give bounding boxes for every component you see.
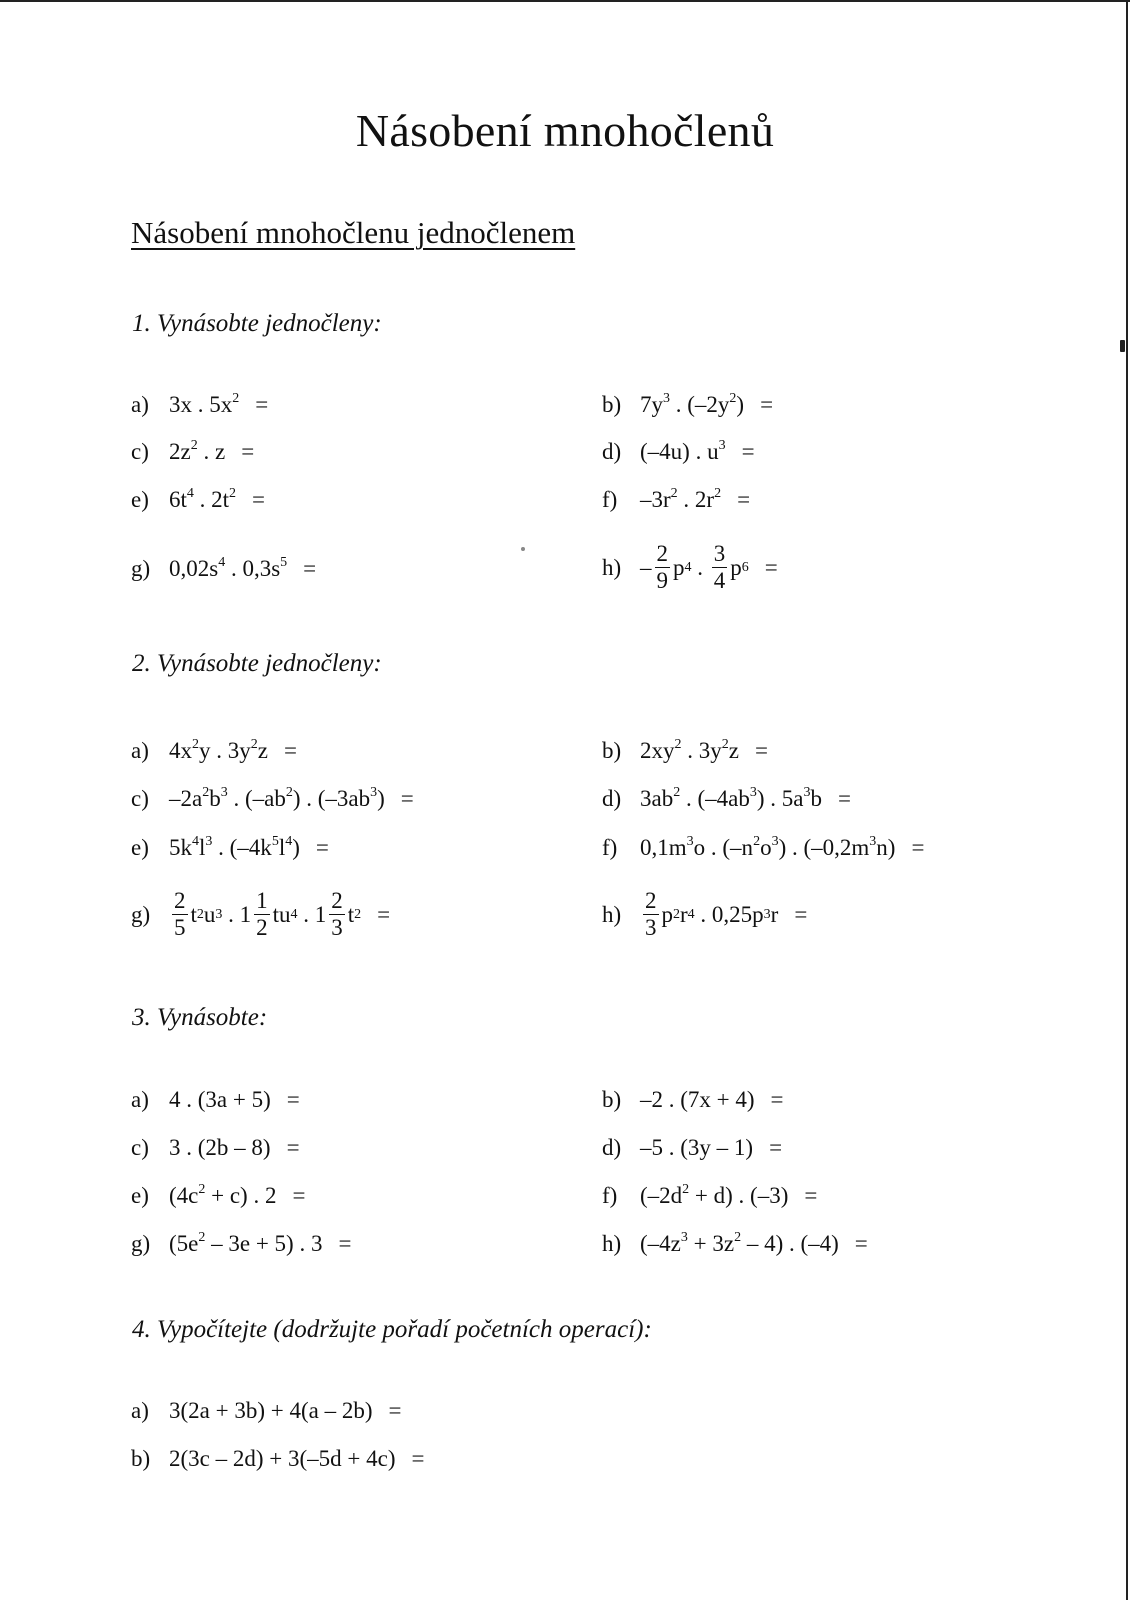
exercise-label: b) (602, 1087, 622, 1112)
exercise-1g (131, 556, 316, 582)
equals-sign: = (400, 786, 414, 811)
exercise-label: g) (131, 556, 151, 581)
equals-sign: = (760, 392, 774, 417)
exercise-3f (602, 1183, 817, 1209)
exercise-2b (602, 738, 768, 764)
fraction: $\frac{3}{4}$ (713, 541, 726, 593)
exercise-1e (131, 487, 265, 513)
equals-sign: = (804, 1183, 818, 1208)
exercise-expression: $7y^3$ . $(-2y^2)$ (640, 391, 745, 417)
exercise-1d (602, 439, 755, 465)
page-border-right (1126, 0, 1128, 1600)
equals-sign: = (252, 487, 266, 512)
exercise-expression: $2xy^2$ . $3y^2z$ (640, 737, 739, 763)
equals-sign: = (854, 1231, 868, 1256)
exercise-expression: $-3r^2$ . $2r^2$ (640, 486, 722, 512)
exercise-label: c) (131, 1135, 149, 1160)
exercise-expression: $(5e^2 - 3e + 5)$ . 3 (169, 1230, 323, 1256)
equals-sign: = (292, 1183, 306, 1208)
equals-sign: = (315, 835, 329, 860)
fraction: $\frac{2}{9}$ (656, 541, 668, 593)
exercise-2f (602, 835, 924, 861)
fraction: $\frac{1}{2}$ (256, 888, 268, 940)
exercise-expression: $0,1m^3o$ . $(-n^2o^3)$ . $(-0,2m^3n)$ (640, 834, 896, 860)
exercise-expression: 3x . $5x^2$ (169, 391, 240, 417)
exercise-1a (131, 392, 268, 418)
exercise-expression: $(4c^2 + c)$ . 2 (169, 1182, 277, 1208)
exercise-label: b) (602, 392, 622, 417)
exercise-label: b) (602, 738, 622, 763)
equals-sign: = (411, 1446, 425, 1471)
exercise-label: f) (602, 487, 618, 512)
exercise-4a (131, 1398, 401, 1424)
section-heading-1: 1. Vynásobte jednočleny: (132, 310, 382, 337)
exercise-label: e) (131, 835, 149, 860)
exercise-expression: – $\frac{2}{9}$ p 4 . $\frac{3}{4}$ p 6 (640, 541, 749, 593)
exercise-label: d) (602, 439, 622, 464)
exercise-1c (131, 439, 254, 465)
exercise-expression: 3 . (2b – 8) (169, 1135, 271, 1160)
equals-sign: = (255, 392, 269, 417)
exercise-expression: $4x^2y$ . $3y^2z$ (169, 737, 268, 763)
exercise-expression: $6t^4$ . $2t^2$ (169, 486, 237, 512)
exercise-3a (131, 1087, 300, 1113)
exercise-expression: $(-2d^2 + d)$ . (–3) (640, 1182, 789, 1208)
page-border-top (0, 0, 1130, 2)
equals-sign: = (286, 1135, 300, 1160)
equals-sign: = (286, 1087, 300, 1112)
exercise-label: c) (131, 786, 149, 811)
equals-sign: = (241, 439, 255, 464)
section-heading-3: 3. Vynásobte: (132, 1004, 268, 1031)
page-title: Násobení mnohočlenů (355, 105, 775, 156)
section-heading-4: 4. Vypočítejte (dodržujte pořadí početních operací): (132, 1316, 652, 1343)
fraction: $\frac{2}{5}$ (174, 888, 186, 940)
exercise-1b (602, 392, 773, 418)
exercise-expression: $5k^4l^3$ . $(-4k^5l^4)$ (169, 834, 300, 860)
exercise-3g (131, 1231, 351, 1257)
exercise-2c (131, 786, 414, 812)
exercise-label: g) (131, 901, 151, 927)
fraction: $\frac{2}{3}$ (331, 888, 343, 940)
exercise-2h (602, 888, 807, 941)
equals-sign: = (754, 738, 768, 763)
exercise-label: a) (131, 392, 149, 417)
exercise-expression: (–4u) . $u^3$ (640, 438, 726, 464)
equals-sign: = (794, 901, 808, 927)
exercise-expression: $-2a^2b^3$ . $(-ab^2)$ . $(-3ab^3)$ (169, 785, 385, 811)
equals-sign: = (769, 1135, 783, 1160)
exercise-4b (131, 1446, 424, 1472)
exercise-3b (602, 1087, 784, 1113)
exercise-3h (602, 1231, 868, 1257)
fraction: $\frac{2}{3}$ (645, 888, 657, 940)
exercise-expression: $3ab^2$ . $(-4ab^3)$ . $5a^3b$ (640, 785, 822, 811)
exercise-2a (131, 738, 297, 764)
equals-sign: = (741, 439, 755, 464)
exercise-label: d) (602, 786, 622, 811)
exercise-label: h) (602, 1231, 622, 1256)
page-subtitle: Násobení mnohočlenu jednočlenem (131, 215, 576, 250)
exercise-1h (602, 541, 778, 594)
exercise-expression: $0,02s^4$ . $0,3s^5$ (169, 555, 288, 581)
exercise-label: h) (602, 554, 622, 580)
exercise-label: f) (602, 1183, 618, 1208)
equals-sign: = (911, 835, 925, 860)
section-heading-2: 2. Vynásobte jednočleny: (132, 650, 382, 677)
exercise-label: c) (131, 439, 149, 464)
exercise-3d (602, 1135, 782, 1161)
equals-sign: = (764, 554, 778, 580)
exercise-3e (131, 1183, 305, 1209)
exercise-expression: 2(3c – 2d) + 3(–5d + 4c) (169, 1446, 396, 1471)
exercise-expression: $\frac{2}{5}$ t 2 u 3 . 1 $\frac{1}{2}$ tu 4 . 1 $\frac{2}{3}$ t 2 (174, 888, 362, 940)
exercise-label: b) (131, 1446, 151, 1471)
equals-sign: = (388, 1398, 402, 1423)
exercise-expression: 3(2a + 3b) + 4(a – 2b) (169, 1398, 373, 1423)
exercise-expression: –5 . (3y – 1) (640, 1135, 754, 1160)
equals-sign: = (377, 901, 391, 927)
scan-dot (1120, 340, 1125, 352)
exercise-label: a) (131, 1398, 149, 1423)
equals-sign: = (737, 487, 751, 512)
exercise-label: e) (131, 487, 149, 512)
equals-sign: = (338, 1231, 352, 1256)
exercise-expression: $\frac{2}{3}$ p 2 r 4 . 0,25p 3 r (645, 888, 779, 940)
exercise-expression: $2z^2$ . z (169, 438, 226, 464)
exercise-label: f) (602, 835, 618, 860)
equals-sign: = (837, 786, 851, 811)
exercise-label: h) (602, 901, 622, 927)
exercise-2e (131, 835, 329, 861)
exercise-2g (131, 888, 390, 941)
exercise-3c (131, 1135, 300, 1161)
exercise-2d (602, 786, 851, 812)
exercise-label: a) (131, 1087, 149, 1112)
exercise-label: g) (131, 1231, 151, 1256)
equals-sign: = (283, 738, 297, 763)
exercise-expression: 4 . (3a + 5) (169, 1087, 271, 1112)
exercise-label: e) (131, 1183, 149, 1208)
exercise-expression: –2 . (7x + 4) (640, 1087, 755, 1112)
scan-dot (521, 547, 525, 551)
exercise-expression: $(-4z^3 + 3z^2 - 4)$ . (–4) (640, 1230, 839, 1256)
exercise-label: a) (131, 738, 149, 763)
equals-sign: = (303, 556, 317, 581)
exercise-1f (602, 487, 750, 513)
equals-sign: = (770, 1087, 784, 1112)
exercise-label: d) (602, 1135, 622, 1160)
